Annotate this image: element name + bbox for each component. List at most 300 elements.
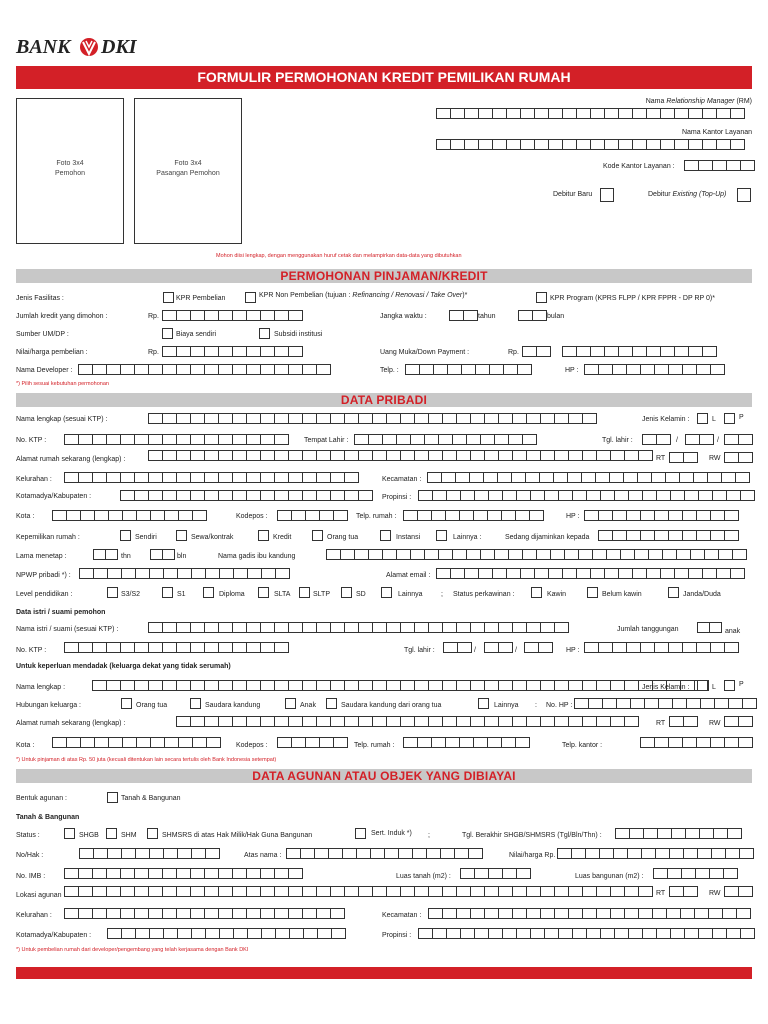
char-cell[interactable] <box>694 473 708 482</box>
char-cell[interactable] <box>387 414 401 423</box>
char-cell[interactable] <box>456 473 470 482</box>
char-cell[interactable] <box>673 699 687 708</box>
relation-parent-checkbox[interactable] <box>121 698 132 709</box>
char-cell[interactable] <box>670 849 684 858</box>
char-cell[interactable] <box>642 849 656 858</box>
char-cell[interactable] <box>261 717 275 726</box>
email-field[interactable] <box>436 568 745 579</box>
char-cell[interactable] <box>475 491 489 500</box>
char-cell[interactable] <box>461 491 475 500</box>
char-cell[interactable] <box>345 451 359 460</box>
char-cell[interactable] <box>531 929 545 938</box>
char-cell[interactable] <box>108 849 122 858</box>
char-cell[interactable] <box>65 909 79 918</box>
char-cell[interactable] <box>331 909 345 918</box>
char-cell[interactable] <box>629 491 643 500</box>
char-cell[interactable] <box>703 109 717 118</box>
char-cell[interactable] <box>444 643 458 652</box>
char-cell[interactable] <box>331 717 345 726</box>
spouse-ktp-field[interactable] <box>64 642 289 653</box>
char-cell[interactable] <box>177 717 191 726</box>
char-cell[interactable] <box>420 365 434 374</box>
char-cell[interactable] <box>715 699 729 708</box>
collateral-province-field[interactable] <box>418 928 755 939</box>
char-cell[interactable] <box>467 435 481 444</box>
char-cell[interactable] <box>233 451 247 460</box>
char-cell[interactable] <box>591 140 605 149</box>
char-cell[interactable] <box>537 550 551 559</box>
char-cell[interactable] <box>671 929 685 938</box>
char-cell[interactable] <box>80 569 94 578</box>
char-cell[interactable] <box>191 435 205 444</box>
char-cell[interactable] <box>503 491 517 500</box>
residence-years-field[interactable] <box>93 549 118 560</box>
char-cell[interactable] <box>541 414 555 423</box>
kelurahan-field[interactable] <box>64 472 359 483</box>
char-cell[interactable] <box>304 929 318 938</box>
char-cell[interactable] <box>697 365 711 374</box>
char-cell[interactable] <box>418 511 432 520</box>
char-cell[interactable] <box>317 491 331 500</box>
building-area-field[interactable] <box>653 868 738 879</box>
char-cell[interactable] <box>317 681 331 690</box>
char-cell[interactable] <box>369 435 383 444</box>
char-cell[interactable] <box>219 414 233 423</box>
char-cell[interactable] <box>135 491 149 500</box>
char-cell[interactable] <box>465 109 479 118</box>
char-cell[interactable] <box>695 909 709 918</box>
char-cell[interactable] <box>630 829 644 838</box>
province-field[interactable] <box>418 490 755 501</box>
char-cell[interactable] <box>521 569 535 578</box>
char-cell[interactable] <box>654 869 668 878</box>
char-cell[interactable] <box>81 738 95 747</box>
char-cell[interactable] <box>359 887 373 896</box>
char-cell[interactable] <box>164 929 178 938</box>
char-cell[interactable] <box>359 451 373 460</box>
char-cell[interactable] <box>53 738 67 747</box>
char-cell[interactable] <box>149 473 163 482</box>
char-cell[interactable] <box>109 511 123 520</box>
char-cell[interactable] <box>401 414 415 423</box>
char-cell[interactable] <box>535 569 549 578</box>
char-cell[interactable] <box>123 738 137 747</box>
char-cell[interactable] <box>317 623 331 632</box>
char-cell[interactable] <box>317 909 331 918</box>
char-cell[interactable] <box>507 109 521 118</box>
char-cell[interactable] <box>93 909 107 918</box>
char-cell[interactable] <box>369 550 383 559</box>
char-cell[interactable] <box>596 473 610 482</box>
char-cell[interactable] <box>233 435 247 444</box>
char-cell[interactable] <box>485 681 499 690</box>
char-cell[interactable] <box>701 699 715 708</box>
char-cell[interactable] <box>275 909 289 918</box>
char-cell[interactable] <box>481 550 495 559</box>
char-cell[interactable] <box>261 869 275 878</box>
char-cell[interactable] <box>645 699 659 708</box>
char-cell[interactable] <box>585 643 599 652</box>
char-cell[interactable] <box>703 347 717 356</box>
char-cell[interactable] <box>681 909 695 918</box>
char-cell[interactable] <box>373 887 387 896</box>
char-cell[interactable] <box>683 643 697 652</box>
char-cell[interactable] <box>136 849 150 858</box>
char-cell[interactable] <box>275 473 289 482</box>
char-cell[interactable] <box>643 491 657 500</box>
char-cell[interactable] <box>233 365 247 374</box>
char-cell[interactable] <box>697 738 711 747</box>
char-cell[interactable] <box>164 849 178 858</box>
char-cell[interactable] <box>493 569 507 578</box>
char-cell[interactable] <box>163 623 177 632</box>
char-cell[interactable] <box>163 347 177 356</box>
char-cell[interactable] <box>603 699 617 708</box>
char-cell[interactable] <box>233 414 247 423</box>
char-cell[interactable] <box>569 451 583 460</box>
char-cell[interactable] <box>700 435 714 444</box>
char-cell[interactable] <box>635 550 649 559</box>
single-checkbox[interactable] <box>587 587 598 598</box>
char-cell[interactable] <box>613 365 627 374</box>
char-cell[interactable] <box>726 849 740 858</box>
char-cell[interactable] <box>455 849 469 858</box>
char-cell[interactable] <box>429 623 443 632</box>
emergency-gender-l-checkbox[interactable] <box>697 680 708 691</box>
char-cell[interactable] <box>289 473 303 482</box>
char-cell[interactable] <box>489 869 503 878</box>
char-cell[interactable] <box>461 929 475 938</box>
char-cell[interactable] <box>710 869 724 878</box>
char-cell[interactable] <box>206 569 220 578</box>
char-cell[interactable] <box>373 451 387 460</box>
char-cell[interactable] <box>462 365 476 374</box>
char-cell[interactable] <box>290 929 304 938</box>
char-cell[interactable] <box>591 347 605 356</box>
char-cell[interactable] <box>722 473 736 482</box>
char-cell[interactable] <box>233 643 247 652</box>
char-cell[interactable] <box>191 681 205 690</box>
char-cell[interactable] <box>499 643 513 652</box>
char-cell[interactable] <box>427 849 441 858</box>
loan-amount-field[interactable] <box>162 310 303 321</box>
char-cell[interactable] <box>527 909 541 918</box>
char-cell[interactable] <box>725 511 739 520</box>
char-cell[interactable] <box>177 414 191 423</box>
char-cell[interactable] <box>700 829 714 838</box>
photo-box-applicant[interactable] <box>16 98 124 244</box>
char-cell[interactable] <box>703 140 717 149</box>
char-cell[interactable] <box>499 717 513 726</box>
char-cell[interactable] <box>686 829 700 838</box>
char-cell[interactable] <box>220 929 234 938</box>
char-cell[interactable] <box>163 365 177 374</box>
char-cell[interactable] <box>685 491 699 500</box>
char-cell[interactable] <box>219 869 233 878</box>
char-cell[interactable] <box>261 909 275 918</box>
birthplace-field[interactable] <box>354 434 537 445</box>
char-cell[interactable] <box>247 414 261 423</box>
char-cell[interactable] <box>135 909 149 918</box>
char-cell[interactable] <box>205 414 219 423</box>
char-cell[interactable] <box>135 365 149 374</box>
char-cell[interactable] <box>151 738 165 747</box>
char-cell[interactable] <box>621 550 635 559</box>
char-cell[interactable] <box>439 550 453 559</box>
char-cell[interactable] <box>509 550 523 559</box>
char-cell[interactable] <box>572 849 586 858</box>
char-cell[interactable] <box>247 717 261 726</box>
char-cell[interactable] <box>619 140 633 149</box>
char-cell[interactable] <box>289 311 303 320</box>
char-cell[interactable] <box>605 140 619 149</box>
mother-maiden-field[interactable] <box>326 549 747 560</box>
char-cell[interactable] <box>610 473 624 482</box>
char-cell[interactable] <box>586 849 600 858</box>
char-cell[interactable] <box>499 414 513 423</box>
char-cell[interactable] <box>613 643 627 652</box>
char-cell[interactable] <box>582 473 596 482</box>
char-cell[interactable] <box>80 849 94 858</box>
char-cell[interactable] <box>149 435 163 444</box>
char-cell[interactable] <box>261 311 275 320</box>
char-cell[interactable] <box>708 473 722 482</box>
rent-checkbox[interactable] <box>176 530 187 541</box>
char-cell[interactable] <box>108 569 122 578</box>
char-cell[interactable] <box>527 623 541 632</box>
char-cell[interactable] <box>555 451 569 460</box>
char-cell[interactable] <box>696 869 710 878</box>
char-cell[interactable] <box>639 909 653 918</box>
char-cell[interactable] <box>419 491 433 500</box>
char-cell[interactable] <box>469 849 483 858</box>
char-cell[interactable] <box>669 365 683 374</box>
char-cell[interactable] <box>457 414 471 423</box>
char-cell[interactable] <box>739 738 753 747</box>
char-cell[interactable] <box>359 681 373 690</box>
char-cell[interactable] <box>611 451 625 460</box>
char-cell[interactable] <box>713 929 727 938</box>
char-cell[interactable] <box>303 414 317 423</box>
char-cell[interactable] <box>205 311 219 320</box>
char-cell[interactable] <box>585 365 599 374</box>
tenor-months-field[interactable] <box>518 310 547 321</box>
char-cell[interactable] <box>261 643 275 652</box>
char-cell[interactable] <box>670 887 684 896</box>
char-cell[interactable] <box>443 909 457 918</box>
char-cell[interactable] <box>517 869 531 878</box>
char-cell[interactable] <box>107 365 121 374</box>
char-cell[interactable] <box>625 887 639 896</box>
char-cell[interactable] <box>583 451 597 460</box>
char-cell[interactable] <box>247 473 261 482</box>
own-funds-checkbox[interactable] <box>162 328 173 339</box>
char-cell[interactable] <box>191 473 205 482</box>
char-cell[interactable] <box>697 643 711 652</box>
char-cell[interactable] <box>193 738 207 747</box>
char-cell[interactable] <box>519 311 533 320</box>
char-cell[interactable] <box>639 887 653 896</box>
char-cell[interactable] <box>493 109 507 118</box>
char-cell[interactable] <box>233 717 247 726</box>
char-cell[interactable] <box>649 550 663 559</box>
char-cell[interactable] <box>79 435 93 444</box>
char-cell[interactable] <box>675 140 689 149</box>
char-cell[interactable] <box>458 643 472 652</box>
char-cell[interactable] <box>289 887 303 896</box>
char-cell[interactable] <box>717 569 731 578</box>
char-cell[interactable] <box>442 473 456 482</box>
char-cell[interactable] <box>457 717 471 726</box>
char-cell[interactable] <box>443 717 457 726</box>
char-cell[interactable] <box>545 929 559 938</box>
char-cell[interactable] <box>499 623 513 632</box>
char-cell[interactable] <box>689 109 703 118</box>
edu-diploma-checkbox[interactable] <box>203 587 214 598</box>
char-cell[interactable] <box>247 623 261 632</box>
spouse-hp-field[interactable] <box>584 642 739 653</box>
char-cell[interactable] <box>151 550 163 559</box>
char-cell[interactable] <box>121 869 135 878</box>
char-cell[interactable] <box>289 681 303 690</box>
char-cell[interactable] <box>549 140 563 149</box>
char-cell[interactable] <box>383 435 397 444</box>
char-cell[interactable] <box>345 473 359 482</box>
char-cell[interactable] <box>527 887 541 896</box>
char-cell[interactable] <box>684 887 698 896</box>
char-cell[interactable] <box>669 531 683 540</box>
char-cell[interactable] <box>741 491 755 500</box>
char-cell[interactable] <box>518 365 532 374</box>
char-cell[interactable] <box>655 365 669 374</box>
char-cell[interactable] <box>317 717 331 726</box>
char-cell[interactable] <box>670 453 684 462</box>
char-cell[interactable] <box>713 491 727 500</box>
char-cell[interactable] <box>559 929 573 938</box>
widowed-checkbox[interactable] <box>668 587 679 598</box>
char-cell[interactable] <box>495 550 509 559</box>
developer-hp-field[interactable] <box>584 364 725 375</box>
char-cell[interactable] <box>122 569 136 578</box>
char-cell[interactable] <box>723 909 737 918</box>
char-cell[interactable] <box>121 473 135 482</box>
char-cell[interactable] <box>485 451 499 460</box>
char-cell[interactable] <box>563 109 577 118</box>
char-cell[interactable] <box>583 681 597 690</box>
char-cell[interactable] <box>703 569 717 578</box>
char-cell[interactable] <box>633 347 647 356</box>
emergency-postcode-field[interactable] <box>277 737 348 748</box>
char-cell[interactable] <box>415 887 429 896</box>
char-cell[interactable] <box>739 435 753 444</box>
char-cell[interactable] <box>289 451 303 460</box>
char-cell[interactable] <box>443 681 457 690</box>
char-cell[interactable] <box>306 511 320 520</box>
char-cell[interactable] <box>179 738 193 747</box>
char-cell[interactable] <box>275 347 289 356</box>
office-name-field[interactable] <box>436 139 745 150</box>
shm-checkbox[interactable] <box>106 828 117 839</box>
char-cell[interactable] <box>579 550 593 559</box>
mobile-field[interactable] <box>584 510 739 521</box>
char-cell[interactable] <box>699 491 713 500</box>
char-cell[interactable] <box>575 699 589 708</box>
char-cell[interactable] <box>545 491 559 500</box>
char-cell[interactable] <box>555 414 569 423</box>
char-cell[interactable] <box>149 414 163 423</box>
char-cell[interactable] <box>539 643 553 652</box>
char-cell[interactable] <box>611 681 625 690</box>
char-cell[interactable] <box>65 473 79 482</box>
char-cell[interactable] <box>373 414 387 423</box>
char-cell[interactable] <box>177 365 191 374</box>
char-cell[interactable] <box>179 511 193 520</box>
char-cell[interactable] <box>533 311 547 320</box>
char-cell[interactable] <box>686 435 700 444</box>
other-ownership-checkbox[interactable] <box>436 530 447 541</box>
birthdate-month-field[interactable] <box>685 434 714 445</box>
char-cell[interactable] <box>261 451 275 460</box>
char-cell[interactable] <box>513 623 527 632</box>
char-cell[interactable] <box>397 435 411 444</box>
char-cell[interactable] <box>627 643 641 652</box>
char-cell[interactable] <box>443 414 457 423</box>
kpr-purchase-checkbox[interactable] <box>163 292 174 303</box>
char-cell[interactable] <box>537 347 551 356</box>
char-cell[interactable] <box>710 623 722 632</box>
postcode-field[interactable] <box>277 510 348 521</box>
char-cell[interactable] <box>513 681 527 690</box>
char-cell[interactable] <box>108 929 122 938</box>
char-cell[interactable] <box>303 365 317 374</box>
char-cell[interactable] <box>275 451 289 460</box>
char-cell[interactable] <box>95 511 109 520</box>
char-cell[interactable] <box>600 849 614 858</box>
char-cell[interactable] <box>262 929 276 938</box>
char-cell[interactable] <box>709 909 723 918</box>
char-cell[interactable] <box>488 511 502 520</box>
char-cell[interactable] <box>661 109 675 118</box>
collateral-regency-field[interactable] <box>107 928 346 939</box>
char-cell[interactable] <box>206 849 220 858</box>
char-cell[interactable] <box>289 909 303 918</box>
char-cell[interactable] <box>451 140 465 149</box>
char-cell[interactable] <box>599 531 613 540</box>
char-cell[interactable] <box>151 511 165 520</box>
char-cell[interactable] <box>191 623 205 632</box>
char-cell[interactable] <box>725 738 739 747</box>
char-cell[interactable] <box>502 511 516 520</box>
char-cell[interactable] <box>432 738 446 747</box>
char-cell[interactable] <box>471 451 485 460</box>
char-cell[interactable] <box>163 414 177 423</box>
char-cell[interactable] <box>641 738 655 747</box>
char-cell[interactable] <box>178 569 192 578</box>
char-cell[interactable] <box>401 717 415 726</box>
owner-name-field[interactable] <box>286 848 483 859</box>
char-cell[interactable] <box>555 681 569 690</box>
collateral-kecamatan-field[interactable] <box>428 908 751 919</box>
char-cell[interactable] <box>261 347 275 356</box>
char-cell[interactable] <box>289 491 303 500</box>
char-cell[interactable] <box>135 681 149 690</box>
spouse-name-field[interactable] <box>148 622 569 633</box>
char-cell[interactable] <box>441 849 455 858</box>
char-cell[interactable] <box>633 140 647 149</box>
char-cell[interactable] <box>261 365 275 374</box>
char-cell[interactable] <box>193 511 207 520</box>
char-cell[interactable] <box>675 109 689 118</box>
